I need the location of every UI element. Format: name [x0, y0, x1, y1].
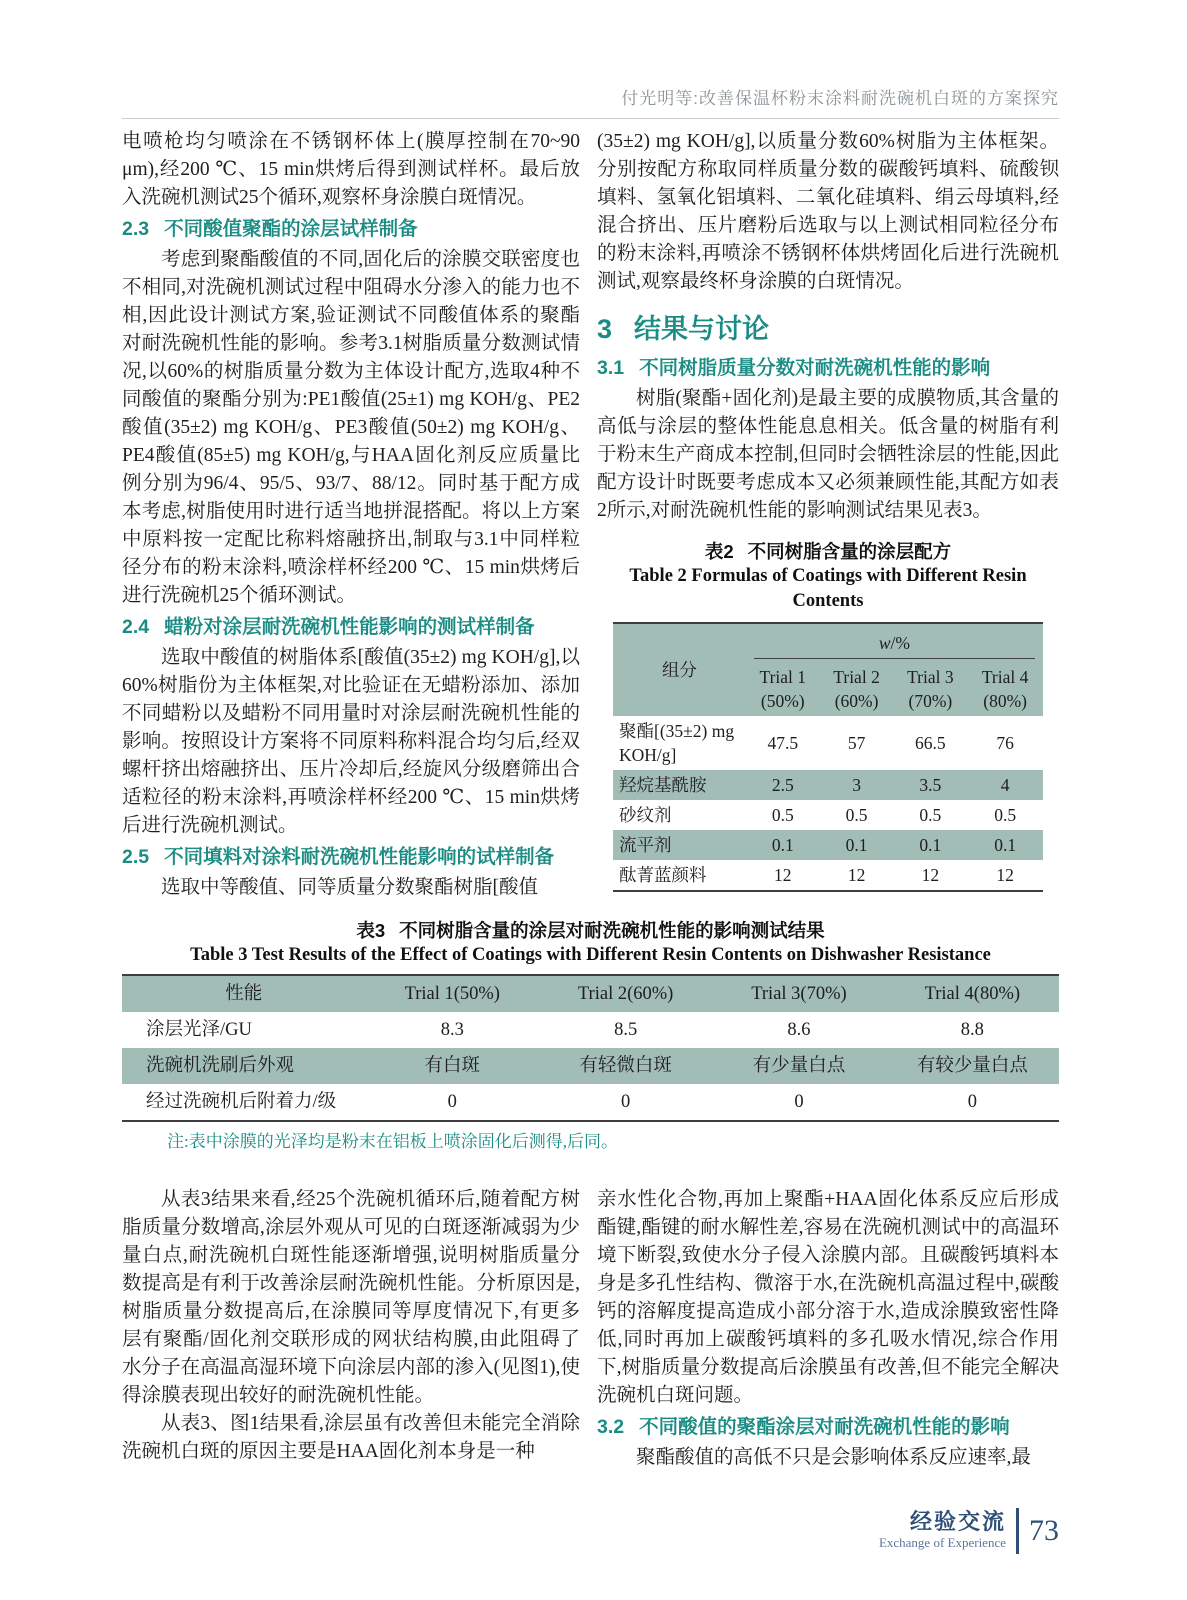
- table-cell: 3.5: [893, 770, 967, 800]
- section-heading-2-3: [122, 215, 580, 243]
- table-cell: 12: [847, 865, 866, 885]
- symbol-unit: /%: [890, 633, 910, 653]
- section-number: 3.2: [597, 1416, 625, 1438]
- column-header: [893, 662, 967, 716]
- table-cell: 8.8: [960, 1020, 984, 1040]
- running-head: 付光明等:改善保温杯粉末涂料耐洗碗机白斑的方案探究: [122, 84, 1059, 119]
- table-cell: 12: [996, 865, 1014, 885]
- trial-name: Trial 2: [833, 667, 880, 687]
- table-cell: 有少量白点: [712, 1048, 885, 1084]
- table-cell: 12: [774, 865, 792, 885]
- table-row: [613, 830, 1043, 860]
- paragraph: 选取中等酸值、同等质量分数聚酯树脂[酸值: [161, 877, 538, 898]
- table-cell: 47.5: [767, 733, 799, 753]
- page-footer: [879, 1508, 1059, 1554]
- paragraph: 聚酯酸值的高低不只是会影响体系反应速率,最: [636, 1447, 1031, 1468]
- column-group-header: [746, 623, 1043, 662]
- table-row: [122, 1012, 1059, 1048]
- left-column: [122, 128, 580, 902]
- table-cell: 0: [794, 1092, 804, 1112]
- footer-divider: [1016, 1508, 1019, 1554]
- row-label: 砂纹剂: [619, 805, 672, 825]
- table2-head: [613, 623, 1043, 716]
- paragraph: (35±2) mg KOH/g],以质量分数60%树脂为主体框架。分别按配方称取同样质量分数的碳酸钙填料、硫酸钡填料、氢氧化铝填料、二氧化硅填料、绢云母填料,经混合挤出、压片磨粉后选取与以上测试相同粒径分布的粉末涂料,再喷涂不锈钢杯体烘烤固化后进行洗碗机测试,观察最终杯身涂膜的白斑情况。: [597, 131, 1059, 292]
- row-label: 洗碗机洗刷后外观: [122, 1048, 366, 1084]
- page-number: 73: [1029, 1514, 1059, 1547]
- table-title: 不同树脂含量的涂层配方: [747, 541, 952, 562]
- bottom-columns: [122, 1186, 1059, 1472]
- footer-section-cn: 经验交流: [909, 1509, 1006, 1534]
- table-cell: 4: [967, 770, 1043, 800]
- table-row: [613, 860, 1043, 891]
- section-heading-2-5: [122, 843, 580, 871]
- column-header: 性能: [122, 975, 366, 1012]
- column-header: Trial 2(60%): [539, 975, 712, 1012]
- table-cell: 76: [996, 733, 1014, 753]
- table-number: 表2: [704, 541, 734, 562]
- table-cell: 有轻微白斑: [539, 1048, 712, 1084]
- section-number: 3: [597, 314, 613, 344]
- right-column: [597, 128, 1059, 892]
- table2-caption-en: Table 2 Formulas of Coatings with Different Resin Contents: [629, 566, 1027, 611]
- row-label: 聚酯[(35±2) mg KOH/g]: [619, 721, 735, 765]
- table-cell: 0: [447, 1092, 457, 1112]
- section-number: 3.1: [597, 357, 625, 379]
- table-cell: 8.6: [787, 1020, 811, 1040]
- trial-pct: (60%): [834, 691, 879, 711]
- table2-body: [613, 716, 1043, 891]
- row-label: 涂层光泽/GU: [146, 1020, 252, 1040]
- paragraph: 考虑到聚酯酸值的不同,固化后的涂膜交联密度也不相同,对洗碗机测试过程中阻碍水分渗入的能力也不相,因此设计测试方案,验证测试不同酸值体系的聚酯对耐洗碗机性能的影响。参考3.1树脂质量分数测试情况,以60%的树脂质量分数为主体设计配方,选取4种不同酸值的聚酯分别为:PE1酸值(25±1) mg KOH/g、PE2酸值(35±2) mg KOH/g、PE3酸值(50±2) mg KOH/g、PE4酸值(85±5) mg KOH/g,与HAA固化剂反应质量比例分别为96/4、95/5、93/7、88/12。同时基于配方成本考虑,树脂使用时进行适当地拼混搭配。将以上方案中原料按一定配比称料熔融挤出,制取与3.1中同样粒径分布的粉末涂料,喷涂样杯经200 ℃、15 min烘烤后进行洗碗机25个循环测试。: [122, 249, 580, 606]
- section-title: 不同酸值的聚酯涂层对耐洗碗机性能的影响: [639, 1416, 1010, 1438]
- table-cell: 0.5: [845, 805, 868, 825]
- column-header: Trial 4(80%): [886, 975, 1059, 1012]
- section-heading-2-4: [122, 613, 580, 641]
- table-row: [613, 800, 1043, 830]
- footer-section-en: Exchange of Experience: [878, 1535, 1006, 1550]
- table-cell: 0.1: [820, 830, 894, 860]
- column-header: [967, 662, 1043, 716]
- section-title: 不同树脂质量分数对耐洗碗机性能的影响: [639, 357, 991, 379]
- table-cell: 66.5: [915, 733, 946, 753]
- trial-pct: (80%): [983, 691, 1027, 711]
- paragraph: 选取中酸值的树脂体系[酸值(35±2) mg KOH/g],以60%树脂份为主体框架,对比验证在无蜡粉添加、添加不同蜡粉以及蜡粉不同用量时对涂层耐洗碗机性能的影响。按照设计方案将不同原料称料混合均匀后,经双螺杆挤出熔融挤出、压片冷却后,经旋风分级磨筛出合适粒径的粉末涂料,再喷涂样杯经200 ℃、15 min烘烤后进行洗碗机测试。: [122, 647, 580, 836]
- row-label: 流平剂: [613, 830, 746, 860]
- paragraph: 从表3、图1结果看,涂层虽有改善但未能完全消除洗碗机白斑的原因主要是HAA固化剂本身是一种: [122, 1413, 580, 1462]
- section-title: 蜡粉对涂层耐洗碗机性能影响的测试样制备: [164, 616, 535, 638]
- table-cell: 8.3: [440, 1020, 464, 1040]
- table-cell: 0.1: [967, 830, 1043, 860]
- table-cell: 0.1: [893, 830, 967, 860]
- table3-caption: [122, 918, 1059, 968]
- trial-name: Trial 3: [907, 667, 954, 687]
- table3-caption-en: Table 3 Test Results of the Effect of Coatings with Different Resin Contents on Dishwasher Resistance: [190, 945, 991, 965]
- table-number: 表3: [356, 920, 386, 941]
- page-content: [122, 128, 1059, 1472]
- table2-caption: [597, 539, 1059, 614]
- column-header: Trial 1(50%): [366, 975, 539, 1012]
- table-cell: 0.1: [746, 830, 820, 860]
- paragraph: 从表3结果来看,经25个洗碗机循环后,随着配方树脂质量分数增高,涂层外观从可见的白斑逐渐减弱为少量白点,耐洗碗机白斑性能逐渐增强,说明树脂质量分数提高是有利于改善涂层耐洗碗机性能。分析原因是,树脂质量分数提高后,在涂膜同等厚度情况下,有更多层有聚酯/固化剂交联形成的网状结构膜,由此阻碍了水分子在高温高湿环境下向涂层内部的渗入(见图1),使得涂膜表现出较好的耐洗碗机性能。: [122, 1189, 580, 1406]
- bottom-right-column: [597, 1186, 1059, 1472]
- section-heading-3: [597, 312, 1059, 346]
- row-label: 羟烷基酰胺: [613, 770, 746, 800]
- table-cell: 8.5: [614, 1020, 638, 1040]
- section-number: 2.3: [122, 218, 150, 240]
- table-row: [613, 716, 1043, 770]
- top-columns: [122, 128, 1059, 902]
- row-label: 酞菁蓝颜料: [619, 865, 707, 885]
- symbol-w: w: [878, 633, 891, 653]
- table-title: 不同树脂含量的涂层对耐洗碗机性能的影响测试结果: [399, 920, 825, 941]
- column-header: [746, 662, 820, 716]
- column-header: 组分: [613, 623, 746, 716]
- row-label: 经过洗碗机后附着力/级: [146, 1092, 337, 1112]
- table-row: [122, 1048, 1059, 1084]
- table-row: [613, 770, 1043, 800]
- table-row: [122, 1084, 1059, 1121]
- table-row: [122, 975, 1059, 1012]
- section-title: 不同填料对涂料耐洗碗机性能影响的试样制备: [164, 846, 555, 868]
- table2: [613, 622, 1043, 892]
- bottom-left-column: [122, 1186, 580, 1466]
- table-cell: 3: [820, 770, 894, 800]
- paragraph: 电喷枪均匀喷涂在不锈钢杯体上(膜厚控制在70~90 μm),经200 ℃、15 min烘烤后得到测试样杯。最后放入洗碗机测试25个循环,观察杯身涂膜白斑情况。: [122, 131, 580, 208]
- trial-pct: (70%): [908, 691, 953, 711]
- table-cell: 有较少量白点: [886, 1048, 1059, 1084]
- table3-note: 注:表中涂膜的光泽均是粉末在铝板上喷涂固化后测得,后同。: [167, 1132, 618, 1151]
- table-cell: 0: [967, 1092, 977, 1112]
- section-title: 结果与讨论: [634, 314, 770, 344]
- table-cell: 0: [621, 1092, 631, 1112]
- column-header: [820, 662, 894, 716]
- table-cell: 12: [921, 865, 940, 885]
- table-cell: 0.5: [771, 805, 794, 825]
- trial-name: Trial 1: [759, 667, 807, 687]
- footer-section-name: [879, 1510, 1006, 1552]
- section-heading-3-1: [597, 354, 1059, 382]
- trial-pct: (50%): [760, 691, 805, 711]
- column-header: Trial 3(70%): [712, 975, 885, 1012]
- section-number: 2.5: [122, 846, 150, 868]
- section-number: 2.4: [122, 616, 150, 638]
- table3: [122, 974, 1059, 1122]
- table3-caption-cn: [122, 918, 1059, 943]
- table3-section: [122, 918, 1059, 1154]
- paragraph: 树脂(聚酯+固化剂)是最主要的成膜物质,其含量的高低与涂层的整体性能息息相关。低含量的树脂有利于粉末生产商成本控制,但同时会牺牲涂层的性能,因此配方设计时既要考虑成本又必须兼顾性能,其配方如表2所示,对耐洗碗机性能的影响测试结果见表3。: [597, 388, 1059, 521]
- trial-name: Trial 4: [981, 667, 1029, 687]
- table3-body: [122, 1012, 1059, 1121]
- group-header-label: [754, 631, 1035, 659]
- table3-head: [122, 975, 1059, 1012]
- paragraph: 亲水性化合物,再加上聚酯+HAA固化体系反应后形成酯键,酯键的耐水解性差,容易在洗碗机测试中的高温环境下断裂,致使水分子侵入涂膜内部。且碳酸钙填料本身是多孔性结构、微溶于水,在洗碗机高温过程中,碳酸钙的溶解度提高造成小部分溶于水,造成涂膜致密性降低,同时再加上碳酸钙填料的多孔吸水情况,综合作用下,树脂质量分数提高后涂膜虽有改善,但不能完全解决洗碗机白斑问题。: [597, 1189, 1059, 1406]
- table-cell: 57: [847, 733, 866, 753]
- table-cell: 0.5: [994, 805, 1017, 825]
- table-row: [613, 623, 1043, 662]
- table-cell: 0.5: [919, 805, 942, 825]
- section-title: 不同酸值聚酯的涂层试样制备: [164, 218, 418, 240]
- table2-caption-cn: [597, 539, 1059, 564]
- table-cell: 2.5: [746, 770, 820, 800]
- table-cell: 有白斑: [366, 1048, 539, 1084]
- section-heading-3-2: [597, 1413, 1059, 1441]
